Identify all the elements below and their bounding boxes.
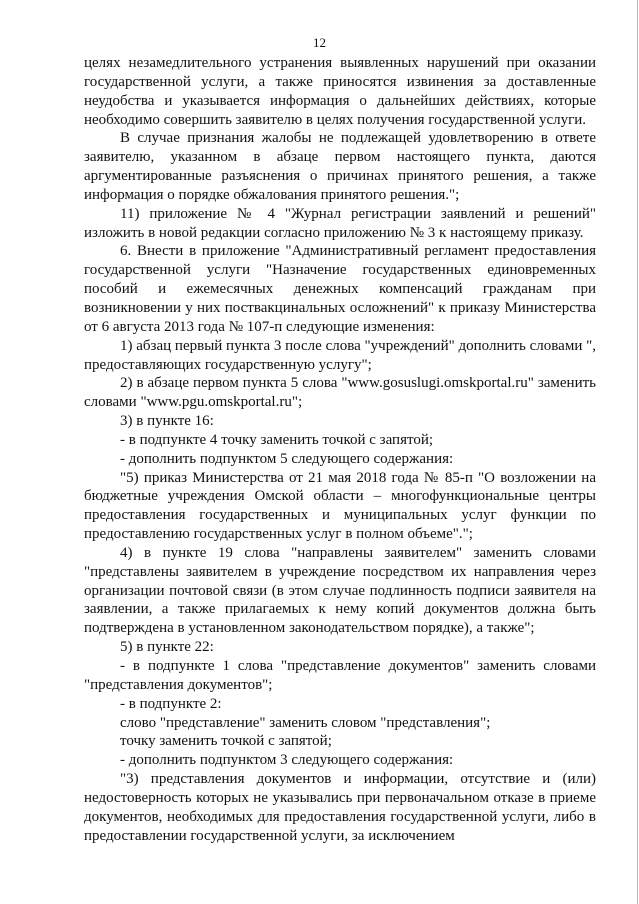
paragraph: 6. Внести в приложение "Административный регламент предоставления государственной услуги "Назначение государственных единовременных пособий и ежемесячных денежных компенсаций гражданам при возникновении у них поствакцинальных осложнений" к приказу Министерства от 6 августа 2013 года № 107-п следующие изменения: bbox=[84, 243, 596, 335]
document-body bbox=[84, 54, 596, 845]
paragraph: - дополнить подпунктом 3 следующего содержания: bbox=[120, 752, 454, 769]
paragraph: "5) приказ Министерства от 21 мая 2018 года № 85-п "О возложении на бюджетные учреждения Омской области – многофункциональные центры предоставления государственных и муниципальных услуг функции по предоставлению государственных услуг в полном объеме"."; bbox=[84, 469, 596, 543]
paragraph: целях незамедлительного устранения выявленных нарушений при оказании государственной услуги, а также приносятся извинения за доставленные неудобства и указывается информация о дальнейших действиях, которые необходимо совершить заявителю в целях получения государственной услуги. bbox=[84, 55, 596, 128]
paragraph: точку заменить точкой с запятой; bbox=[120, 733, 332, 750]
paragraph: - дополнить подпунктом 5 следующего содержания: bbox=[120, 450, 454, 467]
paragraph: 1) абзац первый пункта 3 после слова "учреждений" дополнить словами ", предоставляющих государственную услугу"; bbox=[84, 337, 596, 373]
paragraph: слово "представление" заменить словом "представления"; bbox=[120, 714, 491, 731]
page-number: 12 bbox=[313, 35, 326, 50]
paragraph: 4) в пункте 19 слова "направлены заявителем" заменить словами "представлены заявителем в учреждение посредством их направления через организации почтовой связи (в этом случае подлинность подписи заявителя на заявлении, а также прилагаемых к нему копий документов должна быть подтверждена в установленном законодательством порядке), а также"; bbox=[84, 544, 596, 637]
paragraph: - в подпункте 4 точку заменить точкой с запятой; bbox=[120, 431, 434, 448]
paragraph: - в подпункте 2: bbox=[120, 695, 222, 712]
paragraph: 5) в пункте 22: bbox=[120, 639, 214, 656]
paragraph: 2) в абзаце первом пункта 5 слова "www.gosuslugi.omskportal.ru" заменить словами "www.pgu.omskportal.ru"; bbox=[84, 375, 596, 411]
paragraph: 3) в пункте 16: bbox=[120, 413, 214, 430]
paragraph: - в подпункте 1 слова "представление документов" заменить словами "представления документов"; bbox=[84, 658, 596, 693]
paragraph: В случае признания жалобы не подлежащей удовлетворению в ответе заявителю, указанном в абзаце первом настоящего пункта, даются аргументированные разъяснения о причинах принятого решения, а также информация о порядке обжалования принятого решения."; bbox=[84, 130, 596, 203]
paragraph: "3) представления документов и информации, отсутствие и (или) недостоверность которых не указывались при первоначальном отказе в приеме документов, необходимых для предоставления государственной услуги, либо в предоставлении государственной услуги, за исключением bbox=[84, 771, 596, 844]
paragraph: 11) приложение № 4 "Журнал регистрации заявлений и решений" изложить в новой редакции согласно приложению № 3 к настоящему приказу. bbox=[84, 205, 596, 241]
scan-edge-line bbox=[637, 0, 638, 904]
